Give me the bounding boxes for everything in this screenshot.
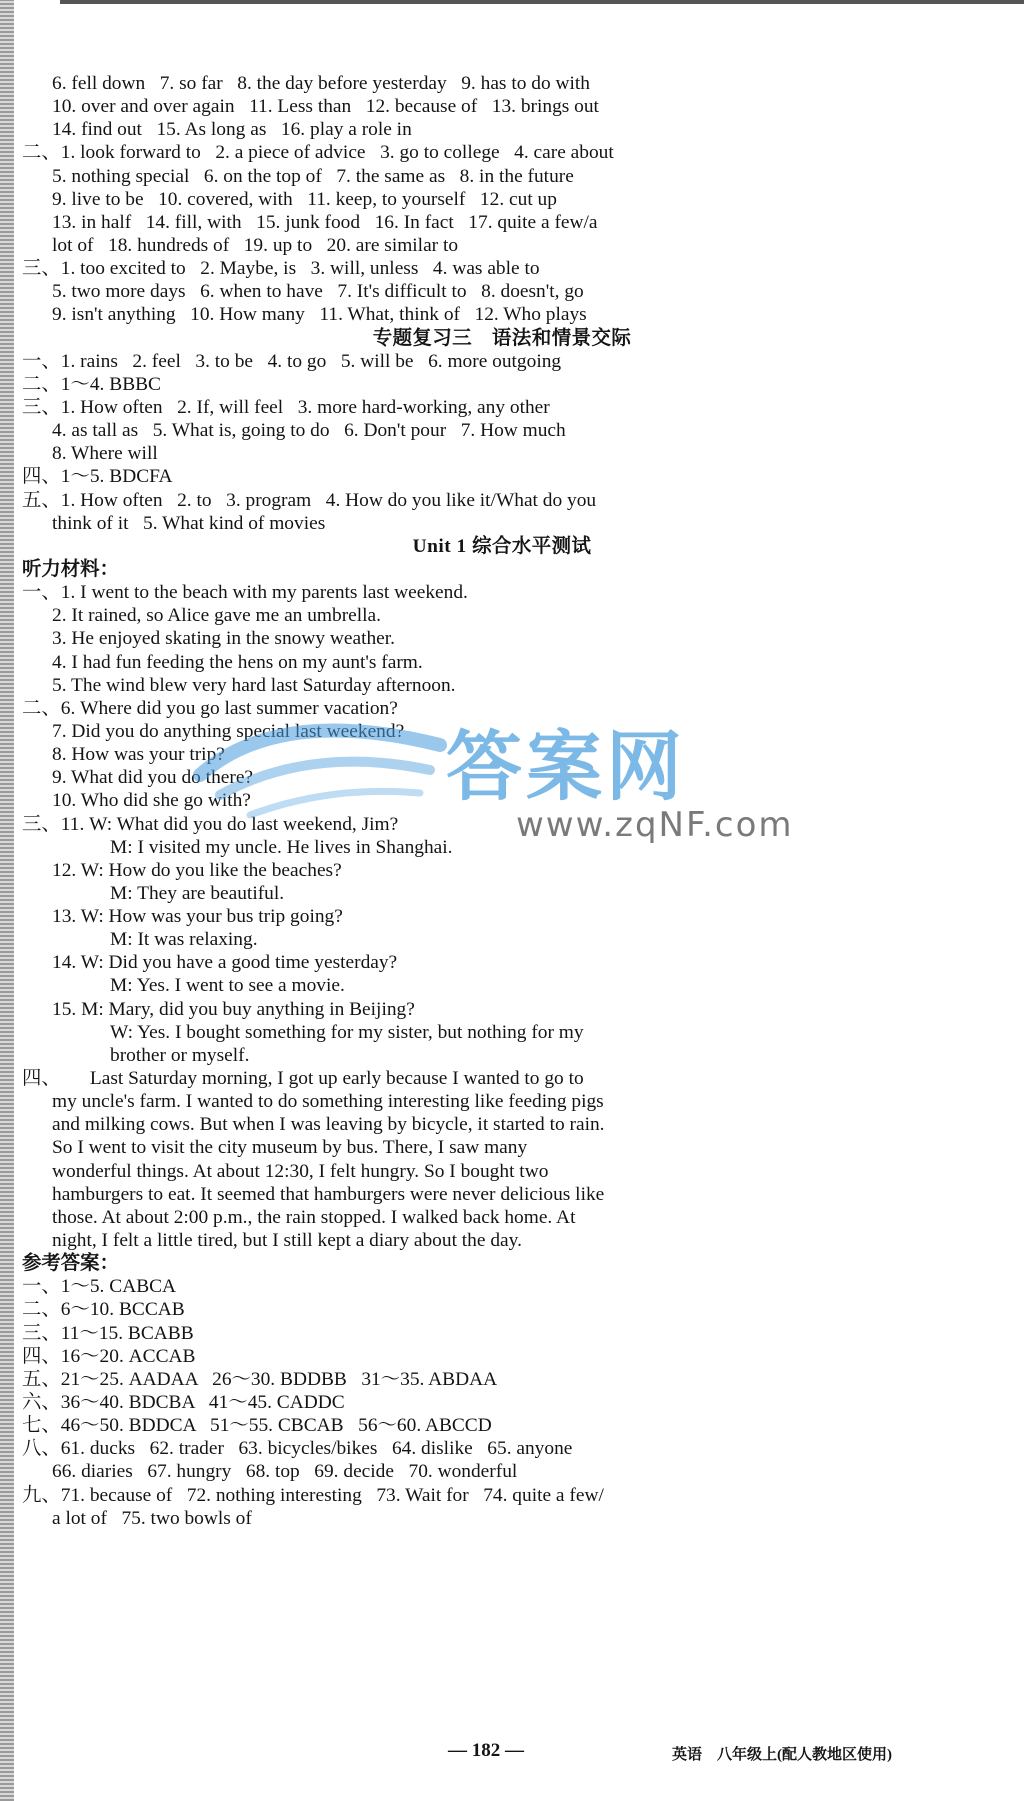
transcript-line: 3. He enjoyed skating in the snowy weather. — [52, 628, 396, 650]
answer-line: 10. over and over again 11. Less than 12. because of 13. brings out — [52, 96, 599, 118]
section-line: 三、11. W: What did you do last weekend, Jim? — [22, 813, 399, 835]
transcript-line: W: Yes. I bought something for my sister, but nothing for my — [110, 1021, 584, 1043]
reference-answers-heading: 参考答案： — [22, 1253, 119, 1275]
section-line: 三、1. How often 2. If, will feel 3. more hard-working, any other — [22, 396, 550, 418]
transcript-line: 15. M: Mary, did you buy anything in Beijing? — [52, 998, 415, 1020]
section-line: 二、1～4. BBBC — [22, 373, 161, 395]
answer-line: 9. live to be 10. covered, with 11. keep, to yourself 12. cut up — [52, 188, 557, 210]
answer-line: lot of 18. hundreds of 19. up to 20. are similar to — [52, 234, 459, 256]
transcript-line: wonderful things. At about 12:30, I felt hungry. So I bought two — [52, 1160, 549, 1182]
section-line: 一、1～5. CABCA — [22, 1276, 177, 1298]
watermark-logo-icon — [190, 715, 450, 825]
answer-line: 5. two more days 6. when to have 7. It's difficult to 8. doesn't, go — [52, 281, 584, 303]
section-line: 九、71. because of 72. nothing interesting 73. Wait for 74. quite a few/ — [22, 1484, 604, 1506]
section-line: 六、36～40. BDCBA 41～45. CADDC — [22, 1392, 345, 1414]
section-line: 二、1. look forward to 2. a piece of advice 3. go to college 4. care about — [22, 142, 614, 164]
transcript-line: 13. W: How was your bus trip going? — [52, 906, 343, 928]
transcript-line: M: I visited my uncle. He lives in Shanghai. — [110, 836, 453, 858]
transcript-line: 14. W: Did you have a good time yesterday? — [52, 952, 398, 974]
transcript-line: M: Yes. I went to see a movie. — [110, 975, 345, 997]
transcript-line: night, I felt a little tired, but I still kept a diary about the day. — [52, 1230, 522, 1252]
section-line: 四、 Last Saturday morning, I got up early because I wanted to go to — [22, 1068, 584, 1090]
transcript-line: M: They are beautiful. — [110, 882, 285, 904]
transcript-line: those. At about 2:00 p.m., the rain stopped. I walked back home. At — [52, 1206, 576, 1228]
section-line: 五、21～25. AADAA 26～30. BDDBB 31～35. ABDAA — [22, 1368, 498, 1390]
transcript-line: 8. How was your trip? — [52, 744, 225, 766]
top-rule — [60, 0, 1024, 4]
answer-line: 4. as tall as 5. What is, going to do 6. Don't pour 7. How much — [52, 420, 566, 442]
transcript-line: 7. Did you do anything special last weekend? — [52, 720, 405, 742]
transcript-line: 9. What did you do there? — [52, 767, 254, 789]
section-line: 一、1. rains 2. feel 3. to be 4. to go 5. will be 6. more outgoing — [22, 350, 562, 372]
book-info: 英语 八年级上(配人教地区使用) — [672, 1747, 892, 1763]
section-line: 三、11～15. BCABB — [22, 1322, 194, 1344]
page-footer — [0, 1740, 1024, 1770]
section-line: 四、1～5. BDCFA — [22, 466, 173, 488]
section-line: 三、1. too excited to 2. Maybe, is 3. will, unless 4. was able to — [22, 258, 540, 280]
listening-heading: 听力材料： — [22, 558, 119, 580]
section-title: Unit 1 综合水平测试 — [412, 535, 592, 557]
answer-line: 13. in half 14. fill, with 15. junk food 16. In fact 17. quite a few/a — [52, 211, 598, 233]
section-line: 二、6～10. BCCAB — [22, 1299, 185, 1321]
answer-line: a lot of 75. two bowls of — [52, 1507, 252, 1529]
transcript-line: 12. W: How do you like the beaches? — [52, 859, 342, 881]
watermark-url-text: www.zqNF.com — [516, 805, 794, 845]
answer-line: 14. find out 15. As long as 16. play a role in — [52, 119, 412, 141]
transcript-line: 4. I had fun feeding the hens on my aunt's farm. — [52, 651, 423, 673]
transcript-line: hamburgers to eat. It seemed that hamburgers were never delicious like — [52, 1183, 605, 1205]
binding-edge — [0, 0, 14, 1801]
transcript-line: So I went to visit the city museum by bus. There, I saw many — [52, 1137, 528, 1159]
answer-line: think of it 5. What kind of movies — [52, 512, 326, 534]
section-line: 一、1. I went to the beach with my parents last weekend. — [22, 582, 468, 604]
transcript-line: brother or myself. — [110, 1044, 250, 1066]
section-line: 四、16～20. ACCAB — [22, 1345, 196, 1367]
answer-line: 5. nothing special 6. on the top of 7. the same as 8. in the future — [52, 165, 574, 187]
transcript-line: M: It was relaxing. — [110, 929, 258, 951]
page-number: — 182 — — [448, 1740, 524, 1761]
section-line: 二、6. Where did you go last summer vacation? — [22, 697, 398, 719]
transcript-line: 2. It rained, so Alice gave me an umbrella. — [52, 605, 381, 627]
section-line: 五、1. How often 2. to 3. program 4. How do you like it/What do you — [22, 489, 597, 511]
answer-line: 6. fell down 7. so far 8. the day before yesterday 9. has to do with — [52, 73, 590, 94]
watermark-chinese-text: 答案网 — [446, 722, 686, 811]
transcript-line: my uncle's farm. I wanted to do something interesting like feeding pigs — [52, 1091, 604, 1113]
section-line: 八、61. ducks 62. trader 63. bicycles/bikes 64. dislike 65. anyone — [22, 1438, 573, 1460]
section-line: 七、46～50. BDDCA 51～55. CBCAB 56～60. ABCCD — [22, 1415, 492, 1437]
answer-line: 66. diaries 67. hungry 68. top 69. decide 70. wonderful — [52, 1461, 518, 1483]
transcript-line: 5. The wind blew very hard last Saturday afternoon. — [52, 674, 456, 696]
section-title: 专题复习三 语法和情景交际 — [372, 327, 632, 349]
transcript-line: 10. Who did she go with? — [52, 790, 251, 812]
answer-line: 8. Where will — [52, 443, 158, 465]
transcript-line: and milking cows. But when I was leaving by bicycle, it started to rain. — [52, 1114, 605, 1136]
answer-line: 9. isn't anything 10. How many 11. What, think of 12. Who plays — [52, 304, 587, 326]
